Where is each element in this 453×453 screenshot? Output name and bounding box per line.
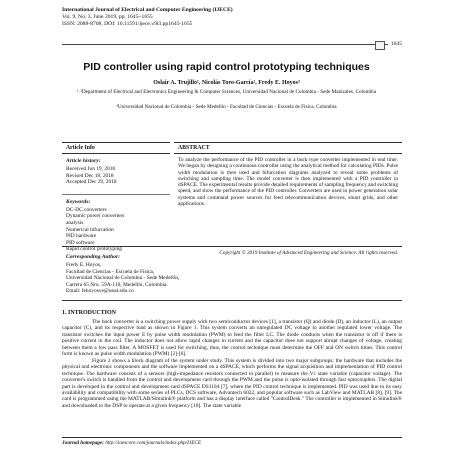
footer <box>62 440 201 446</box>
keyword: Numerical bifurcation <box>66 226 114 233</box>
journal-homepage-link[interactable]: http://iaescore.com/journals/index.php/IJECE <box>105 440 201 446</box>
article-info-column <box>62 142 170 253</box>
keyword: PID hardware <box>66 233 97 240</box>
paper-title: PID controller using rapid control prototyping techniques <box>83 61 370 73</box>
corresponding-line: Facultad de Ciencias - Escuela de Física, <box>66 268 155 275</box>
corresponding-line: Carrera 65 Nro. 59A-110, Medellín, Colombia. <box>66 281 168 288</box>
abstract-text: To analyze the performance of the PID controller in a buck type converter implemented in real time. We began by designing a continuous controller using the analytical method for calculating PIDs. Pulse width modulation is then used and bifurcation diagrams analyzed to reveal some problems of switching and sampling time. The model converter is then implemented with a PID controller in dSPACE. The experimental results provide detailed requirements of sampling frequency and switching speed, and show the performance of the PID controller. Converters are used in power generation solar systems and command power sources for feed telecommunication devices, smart grids, and other applications. <box>178 157 398 208</box>
keyword: DC-DC converters <box>66 206 107 213</box>
corresponding-line: Universidad Nacional de Colombia - Sede Medellín, <box>66 275 180 282</box>
corresponding-label: Corresponding Author: <box>66 254 121 260</box>
divider <box>62 246 402 247</box>
corresponding-line: Fredy E. Hoyos, <box>66 262 102 268</box>
journal-issn: ISSN: 2088-8708, DOI: 10.11591/ijece.v9i3.pp1645-1655 <box>62 21 193 28</box>
copyright-notice: Copyright © 2019 Institute of Advanced Engineering and Science. All rights reserved. <box>219 250 398 257</box>
header-rule <box>62 44 402 45</box>
corresponding-email: Email: fehoyosve@unal.edu.co <box>66 288 134 295</box>
keyword: Rapid control prototyping <box>66 246 122 253</box>
journal-header <box>62 7 402 29</box>
page-number: 1645 <box>388 41 402 47</box>
journal-name: International Journal of Electrical and Computer Engineering (IJECE) <box>62 7 233 13</box>
keywords-label: Keywords: <box>66 198 91 205</box>
journal-logo-icon <box>375 41 385 50</box>
paragraph: Figure 2 shows a block diagram of the system under study. This system is divided into two major subgroups: the hardware that includes the physical and electronic components and the software implemented on a dSPACE, which performs the signal acquisition and implementation of PID control technique. The hardware consists of a sensors (high-impedance resistors connected in parallel) to measure the Vc state variable (capacitor voltage). The converter's switch is handled from the control and development card through the PWM and the pulse is opto-isolated through fast optocouplers. The digital part is developed in the control and development card dSPACE DS1104 [7], where the PID control technique is implemented. PID was used due to its easy availability and compatibility with some series of PLCs, DCS software, Advantech 6022, and popular software such as LabView and MATLAB [8], [9]. The card is programmed using the MATLAB/Simulink® platform and has a display interface called "ControlDesk." The controller is implemented in Simulink® and downloaded to the DSP to operate at a given frequency [10]. The state variable <box>62 357 402 409</box>
keyword: Dynamic power converters <box>66 213 125 220</box>
abstract-heading: ABSTRACT <box>174 142 402 154</box>
article-info-heading: Article Info <box>62 142 170 154</box>
paragraph: The buck converter is a switching power supply with two semiconductor devices [1], a transistor (Q) and diode (D), an inductor (L), an output capacitor (C), and its respective load as shown in Figure 1. This system converts an unregulated DC voltage to another regulated lower voltage. The transistor switches the input power E by pulse width modulation (PWM) to feed the filter LC. The diode conducts when the transistor is off if there is positive current in the coil. The inductor does not allow rapid changes in current and the capacitor does not support abrupt changes of voltage, creating between them a low pass filter. A MOSFET is used for switching, thus, the control technique must determine the OFF and ON switch times. This control form is known as pulse width modulation (PWM) [2]-[6]. <box>62 319 402 358</box>
history-received: Received Jun 19, 2018 <box>66 166 116 172</box>
history-accepted: Accepted Dec 29, 2018 <box>66 179 117 186</box>
keyword: analysis <box>66 219 84 226</box>
body-text <box>62 319 402 409</box>
keyword: PID software <box>66 239 95 246</box>
corresponding-author <box>66 250 306 295</box>
divider <box>62 300 402 301</box>
footer-label: Journal homepage: <box>62 440 104 446</box>
footer-rule <box>62 437 402 438</box>
affiliation-2: ³Universidad Nacional de Colombia - Sede Medellín - Facultad de Ciencias - Escuela de Física, Colombia <box>116 104 337 110</box>
abstract-column <box>174 142 402 259</box>
paper-authors: Oslair A. Trujillo¹, Nicolás Toro-García², Fredy E. Hoyos³ <box>153 80 300 86</box>
affiliation-1: ¹˒²Department of Electrical and Electronics Engineering & Computer Sciences, Universidad Nacional de Colombia - Sede Manizales, Colombia <box>77 89 376 95</box>
history-label: Article history: <box>66 158 101 164</box>
journal-volume: Vol. 9, No. 3, June 2019, pp. 1645~1655 <box>62 14 153 21</box>
section-heading: 1. INTRODUCTION <box>62 310 117 316</box>
history-revised: Revised Dec 18, 2018 <box>66 172 114 179</box>
divider <box>62 194 170 195</box>
